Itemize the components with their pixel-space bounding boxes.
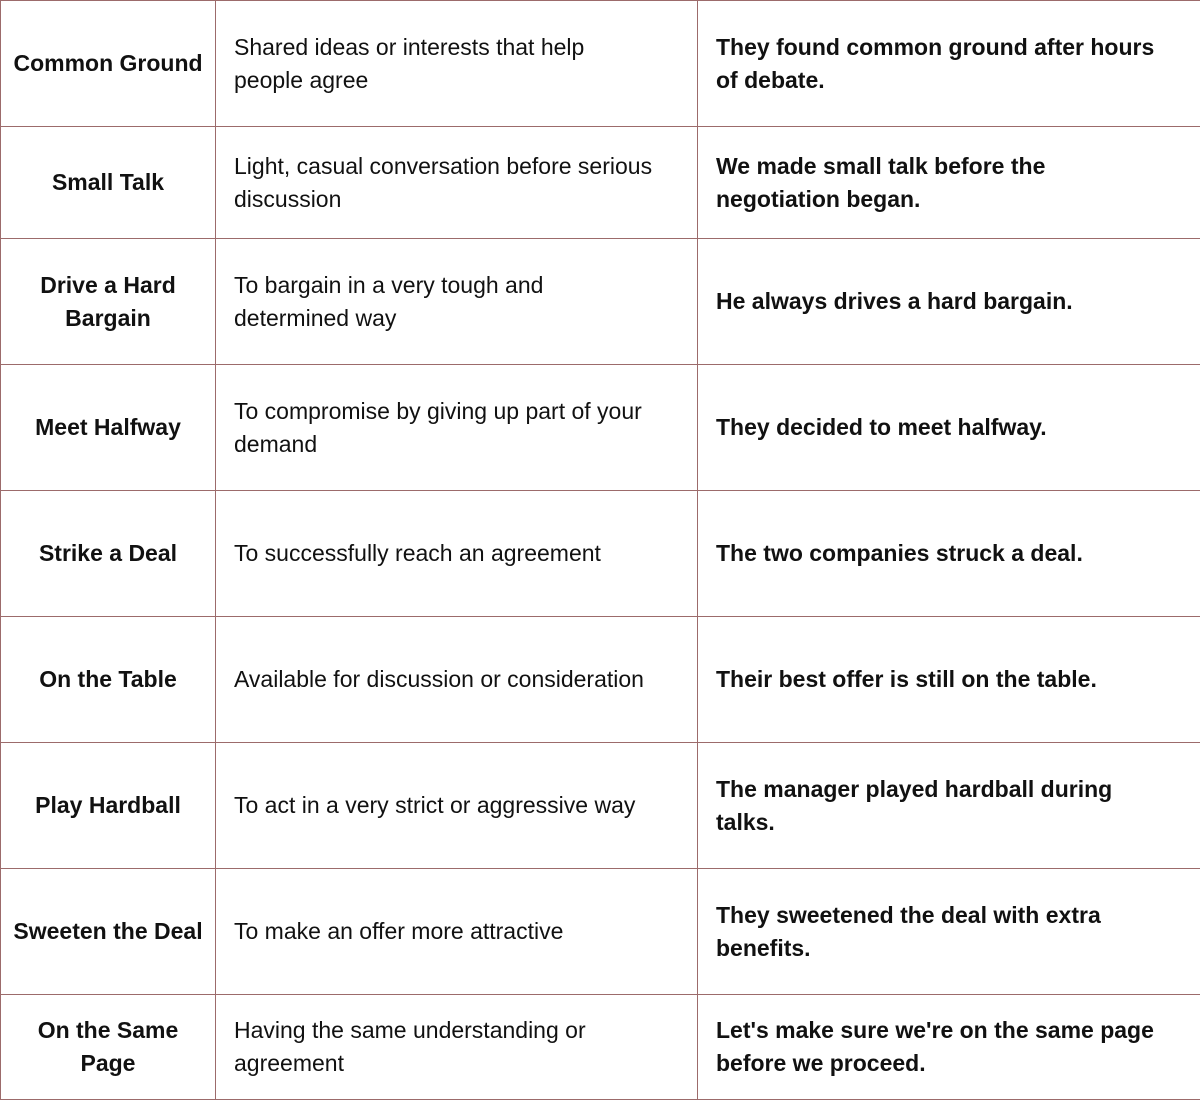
idiom-example: Let's make sure we're on the same page before we proceed. (698, 995, 1200, 1100)
idiom-meaning: To bargain in a very tough and determined way (216, 239, 698, 365)
table-row (1, 1, 1200, 127)
idiom-example: The manager played hardball during talks. (698, 743, 1200, 869)
idiom-example: They decided to meet halfway. (698, 365, 1200, 491)
idiom-example: We made small talk before the negotiation began. (698, 127, 1200, 239)
table-row (1, 365, 1200, 491)
idiom-example: Their best offer is still on the table. (698, 617, 1200, 743)
idiom-meaning: To successfully reach an agreement (216, 491, 698, 617)
table-row (1, 491, 1200, 617)
table-row (1, 869, 1200, 995)
table-row (1, 239, 1200, 365)
idiom-meaning: To act in a very strict or aggressive way (216, 743, 698, 869)
idiom-meaning: To make an offer more attractive (216, 869, 698, 995)
idiom-term: Meet Halfway (1, 365, 216, 491)
idiom-meaning: Light, casual conversation before serious discussion (216, 127, 698, 239)
idiom-example: He always drives a hard bargain. (698, 239, 1200, 365)
idiom-meaning: Having the same understanding or agreement (216, 995, 698, 1100)
table-row (1, 617, 1200, 743)
table-row (1, 127, 1200, 239)
table-row (1, 995, 1200, 1100)
idiom-term: On the Same Page (1, 995, 216, 1100)
table-row (1, 743, 1200, 869)
idiom-term: Common Ground (1, 1, 216, 127)
idiom-meaning: Available for discussion or consideration (216, 617, 698, 743)
idiom-meaning: Shared ideas or interests that help people agree (216, 1, 698, 127)
idiom-example: The two companies struck a deal. (698, 491, 1200, 617)
idiom-term: Sweeten the Deal (1, 869, 216, 995)
idiom-example: They found common ground after hours of debate. (698, 1, 1200, 127)
idiom-term: On the Table (1, 617, 216, 743)
idiom-meaning: To compromise by giving up part of your demand (216, 365, 698, 491)
idiom-term: Drive a Hard Bargain (1, 239, 216, 365)
idiom-term: Small Talk (1, 127, 216, 239)
idiom-term: Strike a Deal (1, 491, 216, 617)
idiom-example: They sweetened the deal with extra benefits. (698, 869, 1200, 995)
idiom-term: Play Hardball (1, 743, 216, 869)
